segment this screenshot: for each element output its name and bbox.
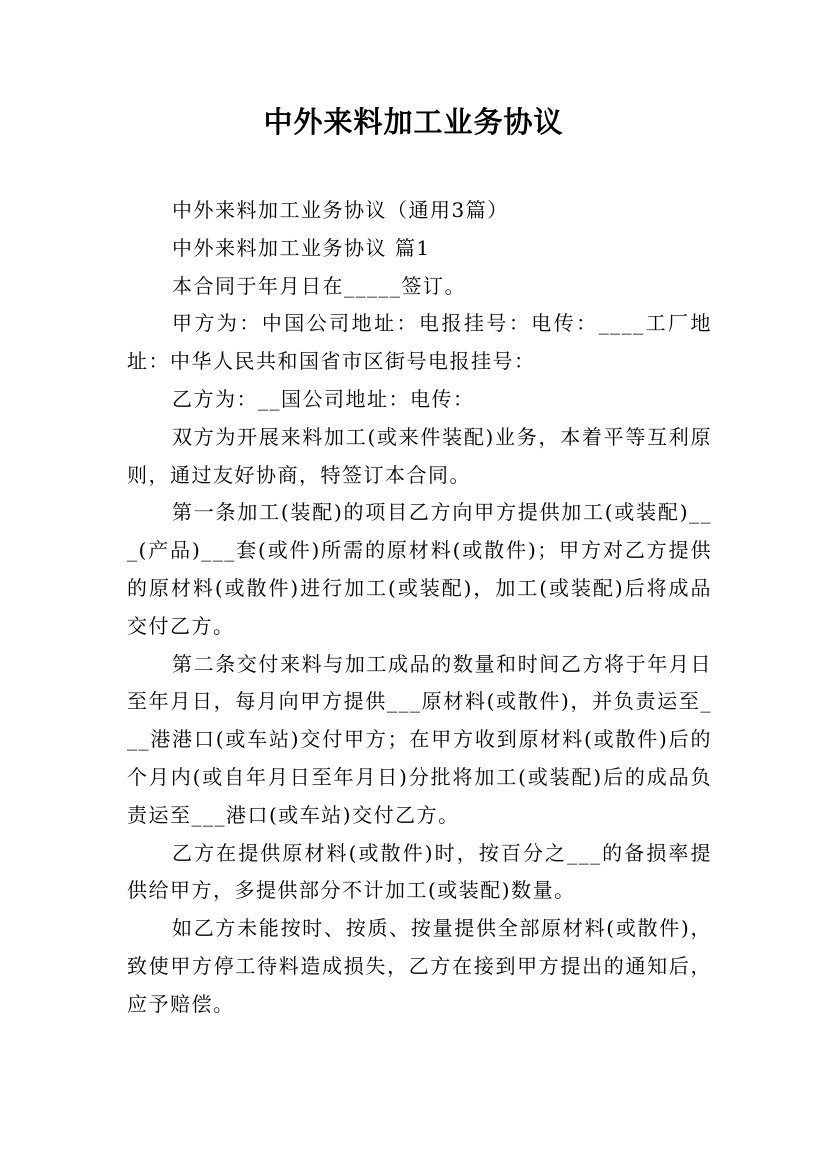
- paragraph-preamble: 双方为开展来料加工(或来件装配)业务，本着平等互利原则，通过友好协商，特签订本合同。: [127, 424, 712, 487]
- paragraph-article-1: 第一条加工(装配)的项目乙方向甲方提供加工(或装配)___(产品)___套(或件)所需的原材料(或散件)；甲方对乙方提供的原材料(或散件)进行加工(或装配)，加工(或装配)后将成品交付乙方。: [127, 500, 712, 638]
- document-title: 中外来料加工业务协议: [263, 105, 564, 139]
- paragraph-subtitle: 中外来料加工业务协议（通用3篇）: [172, 198, 509, 222]
- paragraph-compensation: 如乙方未能按时、按质、按量提供全部原材料(或散件)，致使甲方停工待料造成损失，乙方在接到甲方提出的通知后，应予赔偿。: [127, 916, 712, 1016]
- paragraph-party-b: 乙方为：__国公司地址：电传：: [172, 386, 475, 411]
- paragraph-loss-rate: 乙方在提供原材料(或散件)时，按百分之___的备损率提供给甲方，多提供部分不计加工(或装配)数量。: [127, 840, 712, 903]
- document-body: [127, 192, 712, 1024]
- paragraph-section-heading: 中外来料加工业务协议 篇1: [172, 235, 431, 260]
- paragraph-signing: 本合同于年月日在_____签订。: [172, 273, 466, 298]
- paragraph-article-2: 第二条交付来料与加工成品的数量和时间乙方将于年月日至年月日，每月向甲方提供___原材料(或散件)，并负责运至___港港口(或车站)交付甲方；在甲方收到原材料(或散件)后的个月内(或自年月日至年月日)分批将加工(或装配)后的成品负责运至___港口(或车站)交付乙方。: [127, 651, 712, 827]
- paragraph-party-a: 甲方为：中国公司地址：电报挂号：电传：____工厂地址：中华人民共和国省市区街号电报挂号：: [127, 311, 712, 374]
